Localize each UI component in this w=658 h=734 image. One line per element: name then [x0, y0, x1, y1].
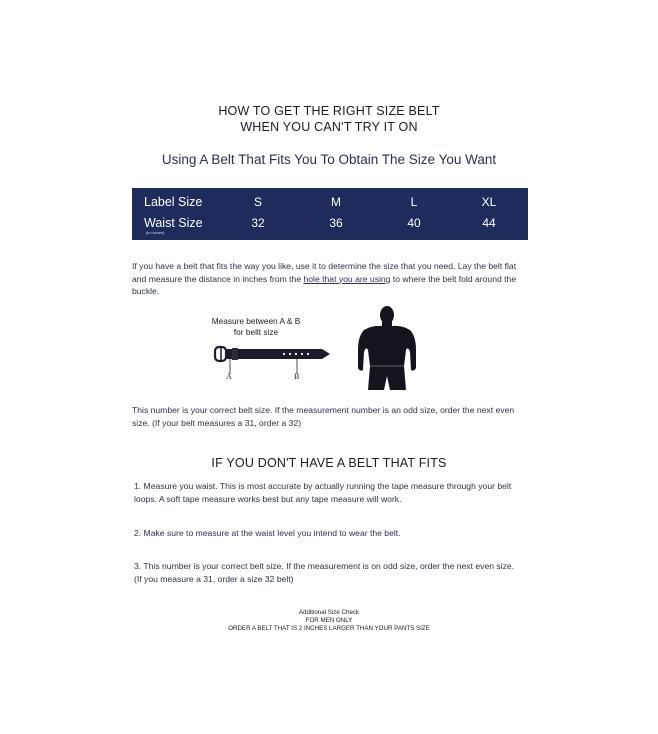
size-cell: XL: [481, 195, 497, 209]
instructions-text-a: If you have a belt that fits the way you like, use it to determine the size that you need. Lay the belt flat and measure the distance in inches from the: [132, 261, 517, 284]
man-silhouette-icon: [356, 306, 418, 392]
caption-line-1: Measure between A & B: [211, 316, 301, 326]
footer-line-3: ORDER A BELT THAT IS 2 INCHES LARGER THAN YOUR PANTS SIZE: [228, 625, 430, 632]
page-subtitle: Using A Belt That Fits You To Obtain The Size You Want: [161, 152, 497, 167]
diagram-caption: [208, 316, 304, 338]
page-title: [0, 103, 658, 135]
belt-measure-instructions: [132, 260, 532, 298]
waist-size-row: [132, 214, 528, 236]
step-3: 3. This number is your correct belt size. If the measurement is on odd size, order the next even size. (If you measure a 31, order a size 32 belt): [134, 561, 515, 584]
waist-cell: 40: [407, 216, 421, 230]
label-size-row: [132, 193, 528, 215]
waist-cell: 44: [482, 216, 496, 230]
instructions-underlined-text: hole that you are using: [303, 273, 391, 284]
waist-cell: 36: [329, 216, 343, 230]
size-table: [132, 188, 528, 240]
title-line-1: HOW TO GET THE RIGHT SIZE BELT: [218, 104, 440, 118]
instructions-text-b: to where the belt fold around the buckle.: [132, 273, 517, 296]
size-cell: L: [410, 195, 418, 209]
size-cell: S: [253, 195, 262, 209]
additional-size-check: [0, 609, 658, 633]
belt-icon: [212, 338, 334, 374]
belt-size-result-note: This number is your correct belt size. If the measurement number is an odd size, order the next even size. (If your belt measures a 31, order a 32): [132, 405, 515, 428]
section-heading-no-belt: IF YOU DON'T HAVE A BELT THAT FITS: [211, 456, 447, 470]
waist-size-header: Waist Size: [144, 216, 203, 230]
marker-a-label: A: [226, 372, 232, 381]
footer-line-1: Additional Size Check: [298, 609, 360, 616]
label-size-header: Label Size: [144, 195, 203, 209]
title-line-2: WHEN YOU CAN'T TRY IT ON: [240, 120, 418, 134]
footer-line-2: FOR MEN ONLY: [305, 617, 353, 624]
waist-cell: 32: [251, 216, 265, 230]
size-cell: M: [331, 195, 341, 209]
step-2: 2. Make sure to measure at the waist level you intend to wear the belt.: [134, 528, 401, 538]
caption-line-2: for bellt size: [233, 327, 279, 337]
waist-unit-note: (in inches): [146, 230, 165, 235]
marker-b-label: B: [294, 372, 300, 381]
step-1: 1. Measure you waist. This is most accurate by actually running the tape measure through your belt loops. A soft tape measure works best but any tape measure will work.: [134, 481, 512, 504]
